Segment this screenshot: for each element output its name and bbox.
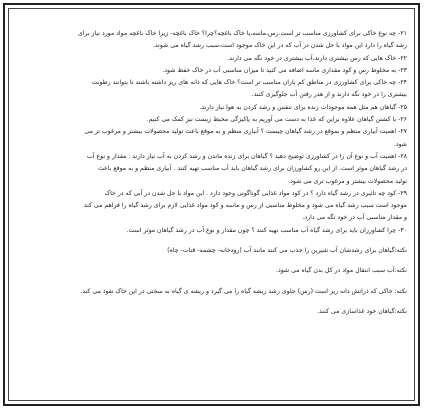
question-30: ۳۰- چرا کشاورزان باید برای رشد گیاه آب مناسب تهیه کنند ؟ چون مقدار و نوع آب در رشد گیاهان موثر است. <box>126 226 407 234</box>
question-21-line-1: ۲۱- چه نوع خاکی برای کشاورزی مناسب تر است.رس،ماسه،یا خاک باغچه؟چرا؟ خاک باغچه- زیرا خاک باغچه مواد مورد نیاز برای <box>77 30 407 37</box>
question-28-line-1: ۲۸- اهمیت آب و نوع آن را در کشاورزی توضیح دهید ؟ گیاهان برای زنده ماندن و رشد کردن به آب نیاز دارند . مقدار و نوع آب <box>86 152 407 160</box>
question-29-line-3: و مقدار مناسبی آب در خود نگه می دارد. <box>302 214 407 222</box>
question-21-line-2: رشد گیاه را دارد این مواد با حل شدن در آب که در این خاک موجود است،سبب رشد گیاه می شوند. <box>152 42 407 50</box>
note-clay-soil: نکته: خاکی که ذراتش دانه ریز است (رس) جلوی رشد ریشه گیاه را می گیرد و ریشه ی گیاه به سختی در این خاک نفوذ می کند. <box>80 287 407 295</box>
spacer <box>14 278 407 286</box>
question-29-line-1: ۲۹- کود چه تاثیری در رشد گیاه دارد ؟ در کود مواد غذایی گوناگونی وجود دارد . این مواد با حل شدن در آبی که در خاک <box>104 189 407 197</box>
question-26: ۲۶- با کشتن گیاهان علاوه براین که غذا به دست می آوریم به پاکیزگی محیط زیست نیز کمک می کنیم. <box>146 116 407 124</box>
question-22: ۲۲- خاک هایی که رس بیشتری دارند،آب بیشتری در خود نگه می دارند. <box>227 54 407 62</box>
spacer <box>14 237 407 245</box>
question-24-line-1: ۲۴- چه خاکی برای کشاورزی در مناطق کم باران مناسب تر است؟ خاک هایی که ذانه های ریز داشته باشند تا بتوانند رطوبت <box>91 79 407 87</box>
question-24-line-2: بیشتری را در خود نگه دارند و از هدر رفتن آب جلوگیری کنند. <box>251 91 407 99</box>
note-plants-make-food: نکته:گیاهان خود غذاسازی می کنند. <box>317 307 407 315</box>
document-body <box>14 28 407 406</box>
question-28-line-3: تولید محصولات بیشتر و مرغوب تری می شود. <box>288 177 407 185</box>
question-27-line-2: شود. <box>393 140 407 148</box>
question-25: ۲۵- گیاهان هم مثل همه موجودات زنده برای تنفس و رشد کردن به هوا نیاز دارند. <box>199 103 407 111</box>
question-29-line-2: موجود است سبب رشد گیاه می شود و مخلوط مناسبی از رس و ماسه و کود مواد غذایی لازم برای رشد گیاه را فراهم می کند <box>83 202 407 210</box>
spacer <box>14 257 407 265</box>
note-fresh-water: نکته:گیاهان برای رشدشان آب شیرین را جذب می کنند مانند آب (رودخانه- چشمه- قنات- چاه) <box>167 247 407 255</box>
note-water-transport: نکته:آب سبب انتقال مواد در کل بدن گیاه می شود. <box>276 267 407 275</box>
question-28-line-2: در رشد گیاهان موثر است. از این رو کشاورزان برای رشد گیاهان باید آب مناسب تهیه کنند . آبیاری منظم و به موقع باعث <box>98 165 407 173</box>
question-27-line-1: ۲۷- اهمیت آبیاری منظم و بموقع در رشد گیاهان چیست ؟ آبیاری منظم و به موقع باعث تولید محصولات بیشتر و مرغوب تر می <box>84 128 407 136</box>
spacer <box>14 298 407 306</box>
question-23: ۲۳- به مخلوط رس و کود مقداری ماسه اضافه می کنید تا میزان مناسبی آب در خاک حفظ شود. <box>162 66 407 74</box>
